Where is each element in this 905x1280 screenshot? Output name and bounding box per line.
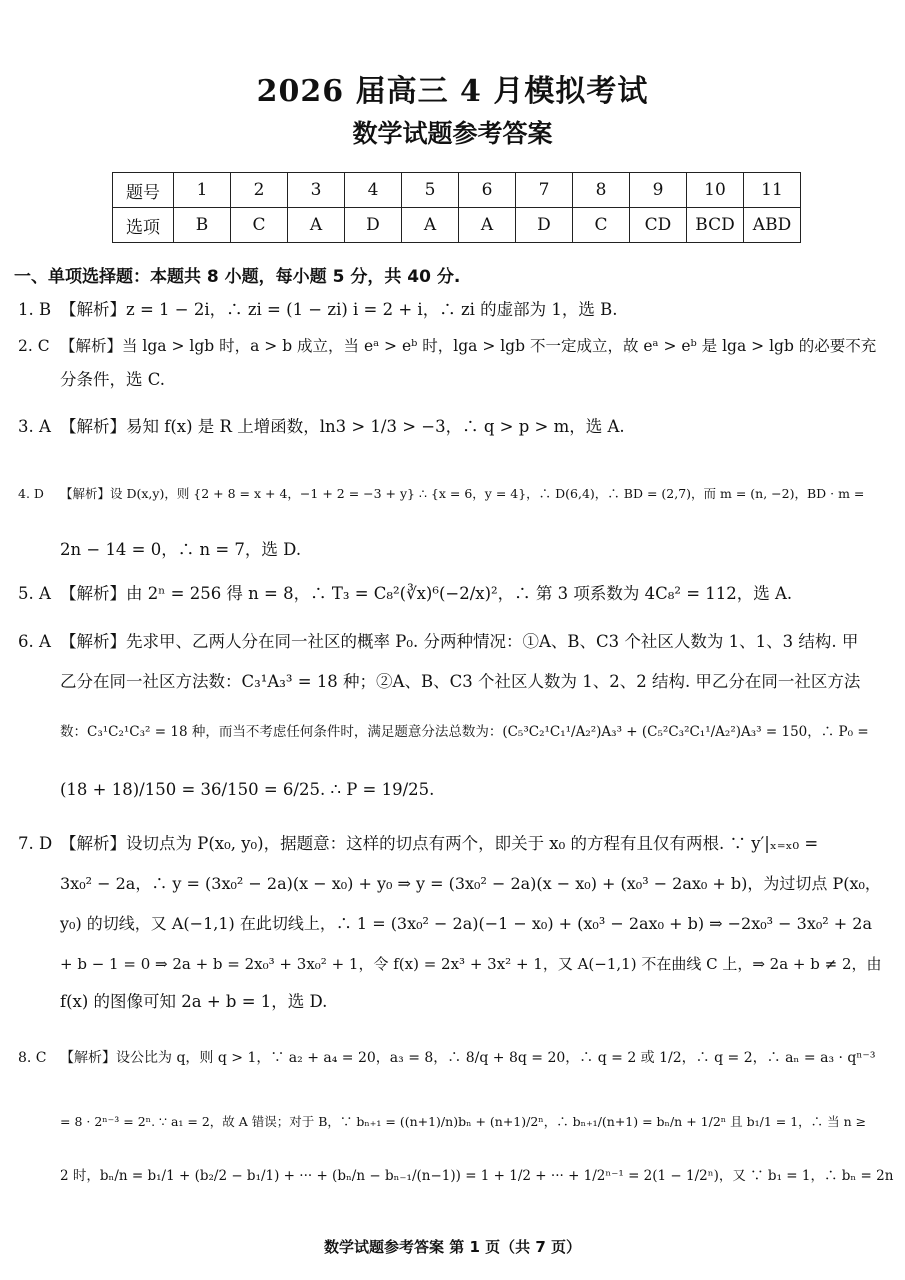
q6-text: 【解析】先求甲、乙两人分在同一社区的概率 P₀. 分两种情况：①A、B、C3 个社区人数为 1、1、3 结构. 甲 <box>60 632 859 651</box>
answer-choice: A <box>459 208 516 243</box>
q8-line-2: = 8 · 2ⁿ⁻³ = 2ⁿ. ∵ a₁ = 2，故 A 错误；对于 B，∵ bₙ₊₁ = ((n+1)/n)bₙ + (n+1)/2ⁿ，∴ bₙ₊₁/(n+1) = bₙ/n + 1/2ⁿ 且 b₁/1 = 1，∴ 当 n ≥ <box>60 1114 867 1129</box>
question-number: 11 <box>744 173 801 208</box>
q2-line-2: 分条件，选 C. <box>60 370 166 389</box>
page-subtitle: 数学试题参考答案 <box>352 119 553 148</box>
q7-text: 【解析】设切点为 P(x₀, y₀)，据题意：这样的切点有两个，即关于 x₀ 的方程有且仅有两根. ∵ y′|ₓ₌ₓ₀ = <box>60 834 819 853</box>
q5-text: 【解析】由 2ⁿ = 256 得 n = 8，∴ T₃ = C₈²(∛x)⁶(−2/x)²，∴ 第 3 项系数为 4C₈² = 112，选 A. <box>60 584 793 603</box>
answer-choice: D <box>516 208 573 243</box>
q4-text: 【解析】设 D(x,y)，则 {2 + 8 = x + 4，−1 + 2 = −3 + y} ∴ {x = 6，y = 4}，∴ D(6,4)，∴ BD = (2,7)，而 m = (n, −2)，BD · m = <box>60 486 865 501</box>
q8-text: 【解析】设公比为 q，则 q > 1，∵ a₂ + a₄ = 20，a₃ = 8，∴ 8/q + 8q = 20，∴ q = 2 或 1/2，∴ q = 2，∴ aₙ = a₃ · qⁿ⁻³ <box>60 1050 876 1066</box>
q8-line-3: 2 时，bₙ/n = b₁/1 + (b₂/2 − b₁/1) + ··· + (bₙ/n − bₙ₋₁/(n−1)) = 1 + 1/2 + ··· + 1/2ⁿ⁻¹ = 2(1 − 1/2ⁿ)，又 ∵ b₁ = 1，∴ bₙ = 2n <box>60 1168 894 1184</box>
question-number: 4 <box>345 173 402 208</box>
q2-text: 【解析】当 lga > lgb 时，a > b 成立，当 eᵃ > eᵇ 时，lga > lgb 不一定成立，故 eᵃ > eᵇ 是 lga > lgb 的必要不充 <box>60 337 877 355</box>
q6-line <box>18 630 891 654</box>
q7-line <box>18 832 891 856</box>
q2-number: 2. C <box>18 337 50 355</box>
answer-choice: CD <box>630 208 687 243</box>
q2-line <box>18 334 891 358</box>
row-label-number: 题号 <box>113 173 174 208</box>
answer-table <box>112 172 801 243</box>
question-number: 3 <box>288 173 345 208</box>
question-number: 6 <box>459 173 516 208</box>
q5-number: 5. A <box>18 584 51 603</box>
answer-table-row-numbers <box>113 173 801 208</box>
q6-number: 6. A <box>18 632 51 651</box>
question-number: 5 <box>402 173 459 208</box>
question-number: 10 <box>687 173 744 208</box>
q7-line-3: y₀) 的切线，又 A(−1,1) 在此切线上，∴ 1 = (3x₀² − 2a)(−1 − x₀) + (x₀³ − 2ax₀ + b) ⇒ −2x₀³ − 3x₀² + 2a <box>60 914 872 933</box>
q1-line <box>18 298 891 322</box>
answer-choice: A <box>288 208 345 243</box>
q7-line-5: f(x) 的图像可知 2a + b = 1，选 D. <box>60 992 328 1011</box>
answer-choice: C <box>231 208 288 243</box>
question-number: 1 <box>174 173 231 208</box>
q8-number: 8. C <box>18 1050 47 1066</box>
q7-line-4: + b − 1 = 0 ⇒ 2a + b = 2x₀³ + 3x₀² + 1，令 f(x) = 2x³ + 3x² + 1，又 A(−1,1) 不在曲线 C 上，⇒ 2a + b ≠ 2，由 <box>60 955 882 973</box>
question-number: 9 <box>630 173 687 208</box>
q8-line <box>18 1046 891 1070</box>
answer-choice: BCD <box>687 208 744 243</box>
q6-line-3: 数：C₃¹C₂¹C₃² = 18 种，而当不考虑任何条件时，满足题意分法总数为：(C₅³C₂¹C₁¹/A₂²)A₃³ + (C₅²C₃²C₁¹/A₂²)A₃³ = 150，∴ P₀ = <box>60 724 869 740</box>
row-label-choice: 选项 <box>113 208 174 243</box>
q7-line-2: 3x₀² − 2a，∴ y = (3x₀² − 2a)(x − x₀) + y₀ ⇒ y = (3x₀² − 2a)(x − x₀) + (x₀³ − 2ax₀ + b)，为过切点 P(x₀， <box>60 874 881 893</box>
q7-number: 7. D <box>18 834 53 853</box>
q3-text: 【解析】易知 f(x) 是 R 上增函数，ln3 > 1/3 > −3，∴ q > p > m，选 A. <box>60 417 625 436</box>
q6-line-4: (18 + 18)/150 = 36/150 = 6/25. ∴ P = 19/25. <box>60 780 435 799</box>
q1-number: 1. B <box>18 300 52 319</box>
answer-table-row-choices <box>113 208 801 243</box>
question-number: 2 <box>231 173 288 208</box>
page-title: 2026 届高三 4 月模拟考试 <box>256 74 649 109</box>
q6-line-2: 乙分在同一社区方法数：C₃¹A₃³ = 18 种；②A、B、C3 个社区人数为 1、2、2 结构. 甲乙分在同一社区方法 <box>60 672 861 691</box>
answer-choice: A <box>402 208 459 243</box>
q4-number: 4. D <box>18 486 44 501</box>
question-number: 7 <box>516 173 573 208</box>
q4-line-2: 2n − 14 = 0，∴ n = 7，选 D. <box>60 540 302 559</box>
question-number: 8 <box>573 173 630 208</box>
q4-line <box>18 482 891 506</box>
section-heading: 一、单项选择题：本题共 8 小题，每小题 5 分，共 40 分. <box>14 267 461 287</box>
answer-choice: ABD <box>744 208 801 243</box>
answer-choice: D <box>345 208 402 243</box>
q5-line <box>18 582 891 606</box>
page-footer: 数学试题参考答案 第 1 页（共 7 页） <box>324 1238 581 1256</box>
q3-line <box>18 415 891 439</box>
q1-text: 【解析】z = 1 − 2i，∴ zi = (1 − zi) i = 2 + i，∴ zi 的虚部为 1，选 B. <box>60 300 618 319</box>
q3-number: 3. A <box>18 417 51 436</box>
answer-choice: B <box>174 208 231 243</box>
answer-choice: C <box>573 208 630 243</box>
